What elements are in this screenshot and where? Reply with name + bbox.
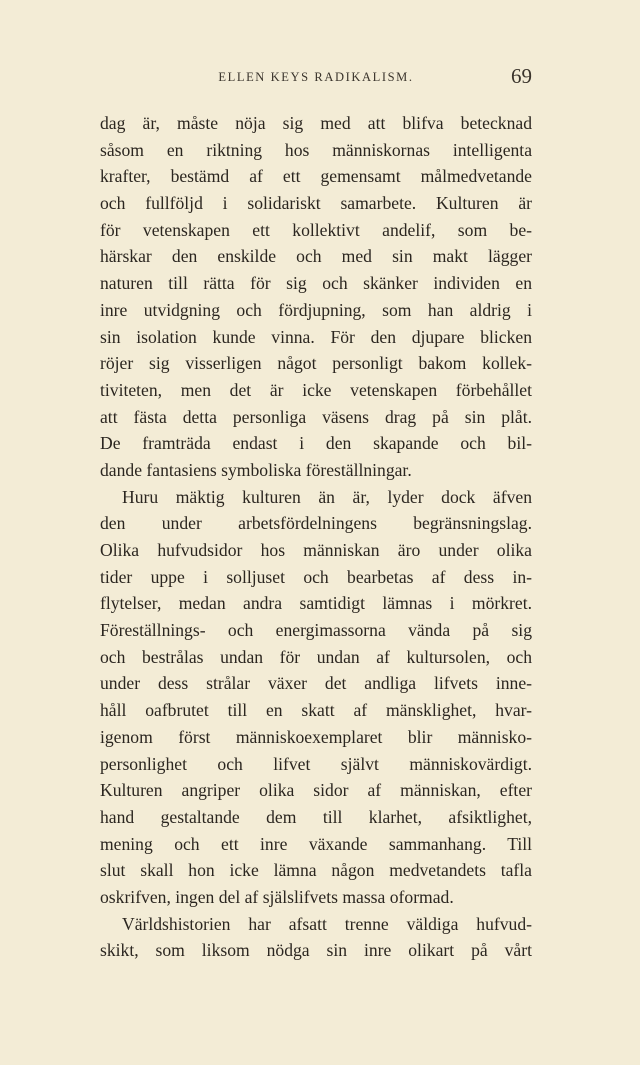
text-line: såsom en riktning hos människornas intelligenta [100,139,532,160]
text-line: personlighet och lifvet självt människovärdigt. [100,753,532,774]
text-line: De framträda endast i den skapande och bil- [100,433,532,454]
text-line: härskar den enskilde och med sin makt lägger [100,246,532,267]
text-line: under dess strålar växer det andliga lifvets inne- [100,673,532,694]
text-line: inre utvidgning och fördjupning, som han aldrig i [100,299,532,320]
text-line: naturen till rätta för sig och skänker individen en [100,273,532,294]
body-text [100,110,532,964]
text-line: den under arbetsfördelningens begränsningslag. [100,513,532,534]
text-line: att fästa detta personliga väsens drag på sin plåt. [100,406,532,427]
page-header [100,64,532,94]
text-line: skikt, som liksom nödga sin inre olikart på vårt [100,940,532,961]
text-line: oskrifven, ingen del af själslifvets massa oformad. [100,886,454,907]
text-line: håll oafbrutet till en skatt af mänsklighet, hvar- [100,700,532,721]
text-line: och fullföljd i solidariskt samarbete. Kulturen är [100,193,532,214]
page-number: 69 [511,64,532,88]
text-line: för vetenskapen ett kollektivt andelif, som be- [100,219,532,240]
text-line: Huru mäktig kulturen än är, lyder dock äfven [122,486,532,507]
text-line: mening och ett inre växande sammanhang. Till [100,833,532,854]
text-line: hand gestaltande dem till klarhet, afsiktlighet, [100,806,532,827]
text-line: röjer sig visserligen något personligt bakom kollek- [100,353,532,374]
text-line: Kulturen angriper olika sidor af människan, efter [100,780,532,801]
text-line: dag är, måste nöja sig med att blifva betecknad [100,113,532,133]
text-line: Världshistorien har afsatt trenne väldiga hufvud- [122,913,532,934]
text-line: krafter, bestämd af ett gemensamt målmedvetande [100,166,532,187]
text-line: sin isolation kunde vinna. För den djupare blicken [100,326,532,347]
text-line: flytelser, medan andra samtidigt lämnas i mörkret. [100,593,532,614]
text-line: igenom först människoexemplaret blir människo- [100,726,532,747]
text-line: dande fantasiens symboliska föreställningar. [100,459,412,480]
text-line: tider uppe i solljuset och bearbetas af dess in- [100,566,532,587]
text-line: Föreställnings- och energimassorna vända på sig [100,620,532,641]
text-line: tiviteten, men det är icke vetenskapen förbehållet [100,379,532,400]
text-line: slut skall hon icke lämna någon medvetandets tafla [100,860,532,881]
running-head: ELLEN KEYS RADIKALISM. [218,70,414,84]
text-line: och bestrålas undan för undan af kultursolen, och [100,646,532,667]
text-line: Olika hufvudsidor hos människan äro under olika [100,540,532,560]
